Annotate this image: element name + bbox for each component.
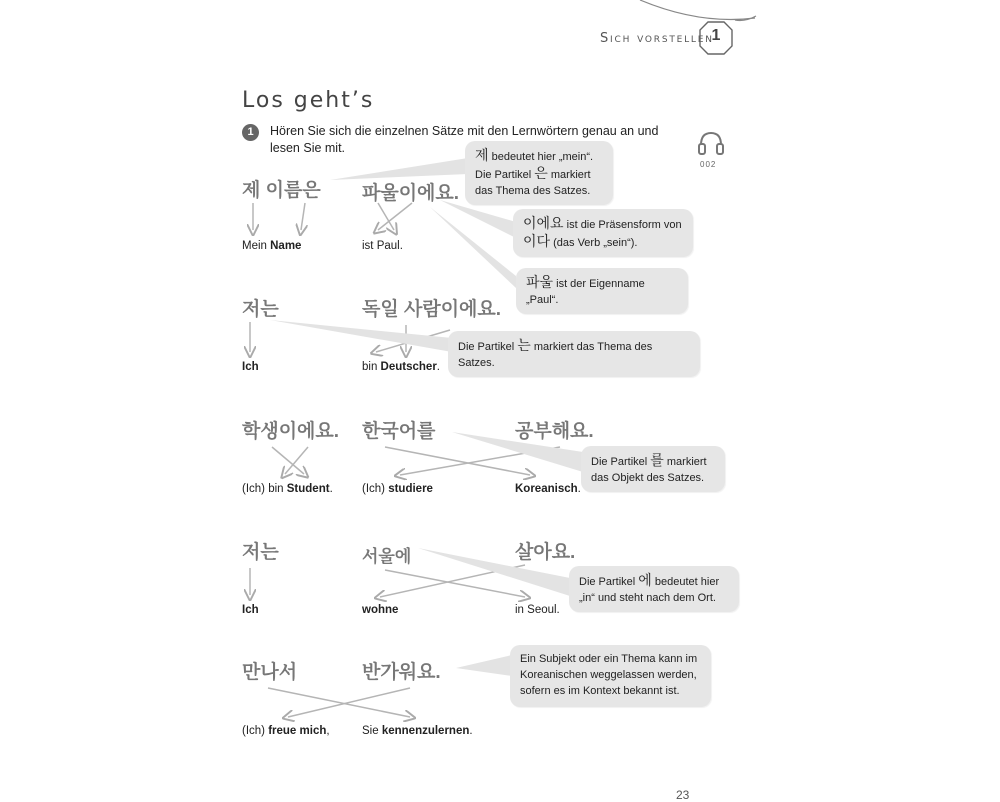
- korean-phrase: 반가워요.: [362, 662, 441, 683]
- explanation-bubble: Die Partikel 에 bedeutet hier „in“ und steht nach dem Ort.: [569, 566, 739, 612]
- korean-phrase: 제 이름은: [242, 180, 321, 201]
- korean-phrase: 독일 사람이에요.: [362, 299, 502, 320]
- korean-phrase: 학생이에요.: [242, 421, 340, 442]
- german-gloss: (Ich) bin Student.: [242, 483, 333, 495]
- explanation-bubble: 이에요 ist die Präsensform von 이다 (das Verb „sein“).: [513, 209, 693, 257]
- german-gloss: (Ich) studiere: [362, 483, 433, 495]
- page-number: 23: [676, 788, 690, 802]
- german-gloss: in Seoul.: [515, 604, 560, 616]
- audio-track-label: 002: [700, 160, 717, 169]
- korean-phrase: 서울에: [362, 547, 412, 566]
- korean-phrase: 저는: [242, 299, 279, 320]
- german-gloss: Ich: [242, 361, 259, 373]
- chapter-title: Sich vorstellen: [600, 31, 714, 46]
- german-gloss: (Ich) freue mich,: [242, 725, 330, 737]
- korean-phrase: 공부해요.: [515, 421, 594, 442]
- german-gloss: bin Deutscher.: [362, 361, 440, 373]
- german-gloss: Mein Name: [242, 240, 302, 252]
- german-gloss: Sie kennenzulernen.: [362, 725, 473, 737]
- korean-phrase: 저는: [242, 542, 279, 563]
- chapter-number: 1: [711, 27, 721, 44]
- korean-phrase: 살아요.: [515, 542, 576, 563]
- german-gloss: wohne: [362, 604, 399, 616]
- german-gloss: Ich: [242, 604, 259, 616]
- german-gloss: Koreanisch.: [515, 483, 581, 495]
- exercise-number: 1: [242, 124, 259, 141]
- explanation-bubble: 제 bedeutet hier „mein“. Die Partikel 은 markiert das Thema des Satzes.: [465, 141, 613, 205]
- section-title: Los geht’s: [242, 88, 375, 113]
- explanation-bubble: Die Partikel 는 markiert das Thema des Satzes.: [448, 331, 700, 377]
- german-gloss: ist Paul.: [362, 240, 403, 252]
- explanation-bubble: 파울 ist der Eigenname „Paul“.: [516, 268, 688, 314]
- korean-phrase: 한국어를: [362, 421, 436, 442]
- explanation-bubble: Ein Subjekt oder ein Thema kann im Koreanischen weggelassen werden, sofern es im Kontext bekannt ist.: [510, 645, 711, 707]
- korean-phrase: 만나서: [242, 662, 298, 683]
- exercise-instruction: Hören Sie sich die einzelnen Sätze mit den Lernwörtern genau an und lesen Sie mit.: [270, 124, 659, 155]
- korean-phrase: 파울이에요.: [362, 183, 460, 204]
- explanation-bubble: Die Partikel 를 markiert das Objekt des Satzes.: [581, 446, 725, 492]
